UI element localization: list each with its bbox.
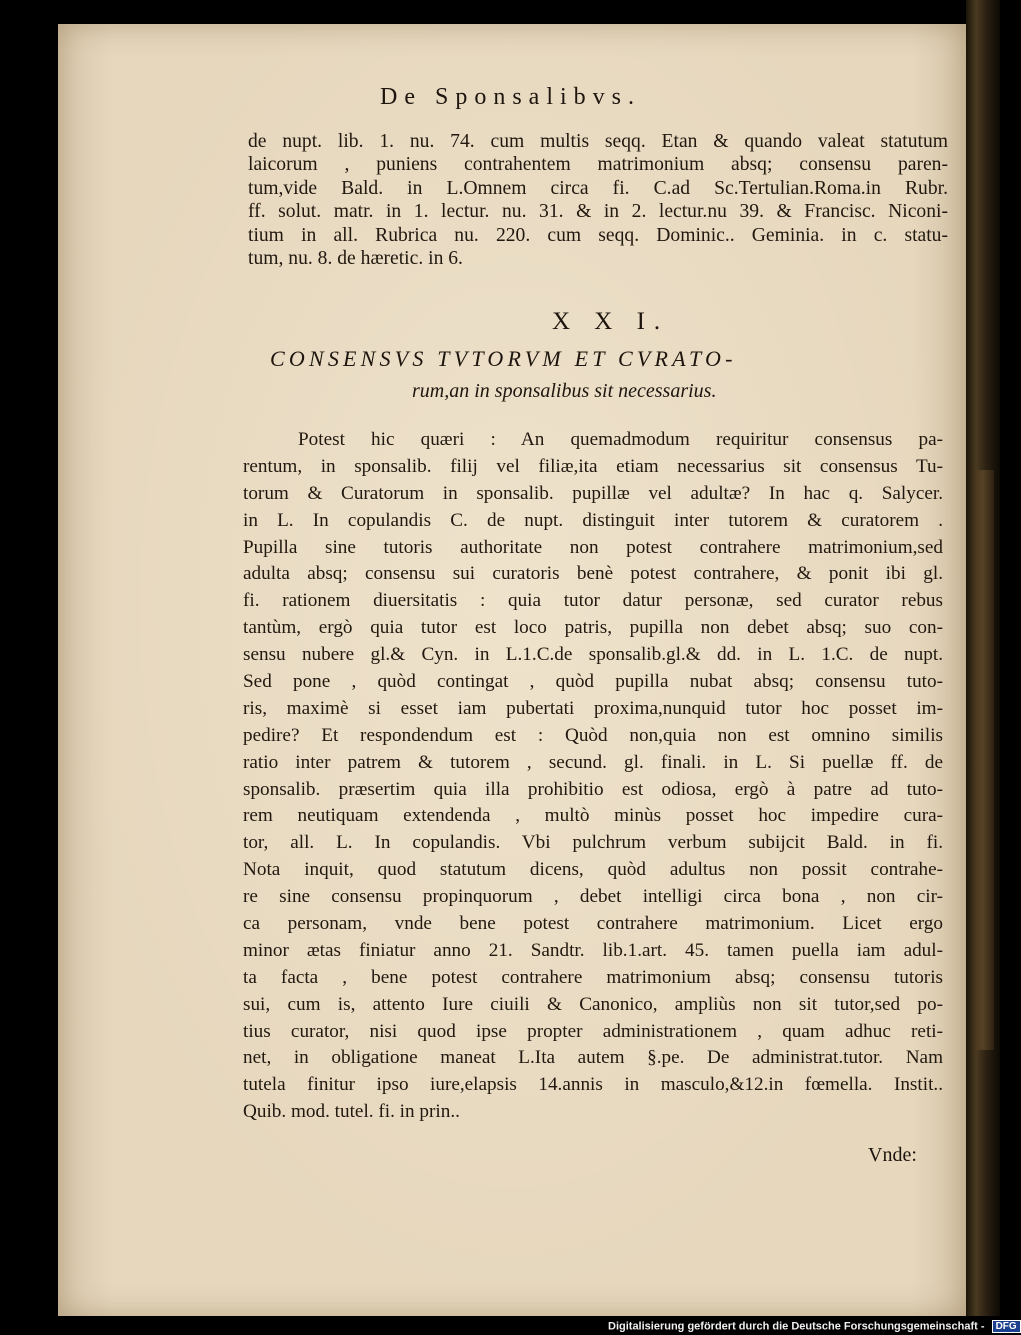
text-line: tum, nu. 8. de hæretic. in 6. xyxy=(248,247,463,269)
text-line: ta facta , bene potest contrahere matrimonium absq; consensu tutoris xyxy=(243,966,943,988)
text-line: ris, maximè si esset iam pubertati proxima,nunquid tutor hoc posset im- xyxy=(243,697,943,719)
text-line: pedire? Et respondendum est : Quòd non,quia non est omnino similis xyxy=(243,724,943,746)
running-head: De Sponsalibvs. xyxy=(380,84,641,110)
text-line: sensu nubere gl.& Cyn. in L.1.C.de sponsalib.gl.& dd. in L. 1.C. de nupt. xyxy=(243,644,943,666)
catchword: Vnde: xyxy=(868,1144,917,1166)
text-line: de nupt. lib. 1. nu. 74. cum multis seqq. Etan & quando valeat statutum xyxy=(248,131,948,152)
text-line: tor, all. L. In copulandis. Vbi pulchrum verbum subijcit Bald. in fi. xyxy=(243,832,943,854)
text-line: in L. In copulandis C. de nupt. distinguit inter tutorem & curatorem . xyxy=(243,509,943,531)
text-line: Pupilla sine tutoris authoritate non potest contrahere matrimonium,sed xyxy=(243,536,943,558)
text-line: tutela finitur ipso iure,elapsis 14.annis in masculo,&12.in fœmella. Instit.. xyxy=(243,1074,943,1096)
text-line: minor ætas finiatur anno 21. Sandtr. lib.1.art. 45. tamen puella iam adul- xyxy=(243,939,943,961)
text-line: tantùm, ergò quia tutor est loco patris, pupilla non debet absq; suo con- xyxy=(243,617,943,639)
text-line: laicorum , puniens contrahentem matrimonium absq; consensu paren- xyxy=(248,154,948,176)
credit-text: Digitalisierung gefördert durch die Deutsche Forschungsgemeinschaft - xyxy=(608,1320,985,1333)
text-line: re sine consensu propinquorum , debet intelligi circa bona , non cir- xyxy=(243,886,943,908)
book-spine xyxy=(966,0,1000,1316)
digitization-credit xyxy=(608,1320,1021,1333)
text-line: rem neutiquam extendenda , multò minùs posset hoc impedire cura- xyxy=(243,805,943,827)
text-line: tium in all. Rubrica nu. 220. cum seqq. Dominic.. Geminia. in c. statu- xyxy=(248,224,948,246)
text-line: sponsalib. præsertim quia illa prohibitio est odiosa, ergò à patre ad tuto- xyxy=(243,778,943,800)
text-line: Nota inquit, quod statutum dicens, quòd adultus non possit contrahe- xyxy=(243,859,943,881)
text-line: tius curator, nisi quod ipse propter administrationem , quam adhuc reti- xyxy=(243,1020,943,1042)
text-line: ff. solut. matr. in 1. lectur. nu. 31. & in 2. lectur.nu 39. & Francisc. Niconi- xyxy=(248,201,948,223)
text-line: fi. rationem diuersitatis : quia tutor datur personæ, sed curator rebus xyxy=(243,590,943,612)
text-line: Potest hic quæri : An quemadmodum requiritur consensus pa- xyxy=(298,429,943,450)
main-paragraph xyxy=(243,427,943,1126)
text-line: ca personam, vnde bene potest contrahere matrimonium. Licet ergo xyxy=(243,913,943,935)
chapter-title: CONSENSVS TVTORVM ET CVRATO- xyxy=(270,346,737,371)
text-line: sui, cum is, attento Iure ciuili & Canonico, ampliùs non sit tutor,sed po- xyxy=(243,993,943,1015)
chapter-number: X X I. xyxy=(552,308,670,335)
chapter-title-continued: rum,an in sponsalibus sit necessarius. xyxy=(412,380,717,402)
continuation-paragraph xyxy=(248,130,948,270)
text-line: Quib. mod. tutel. fi. in prin.. xyxy=(243,1101,460,1123)
text-line: tum,vide Bald. in L.Omnem circa fi. C.ad Sc.Tertulian.Roma.in Rubr. xyxy=(248,177,948,199)
text-line: net, in obligatione maneat L.Ita autem §.pe. De administrat.tutor. Nam xyxy=(243,1047,943,1069)
text-line: adulta absq; consensu sui curatoris benè potest contrahere, & ponit ibi gl. xyxy=(243,563,943,585)
text-line: ratio inter patrem & tutorem , secund. gl. finali. in L. Si puellæ ff. de xyxy=(243,751,943,773)
text-line: rentum, in sponsalib. filij vel filiæ,ita etiam necessarius sit consensus Tu- xyxy=(243,455,943,477)
text-line: torum & Curatorum in sponsalib. pupillæ vel adultæ? In hac q. Salycer. xyxy=(243,482,943,504)
text-line: Sed pone , quòd contingat , quòd pupilla nubat absq; consensu tuto- xyxy=(243,671,943,693)
dfg-logo: DFG xyxy=(992,1320,1021,1333)
